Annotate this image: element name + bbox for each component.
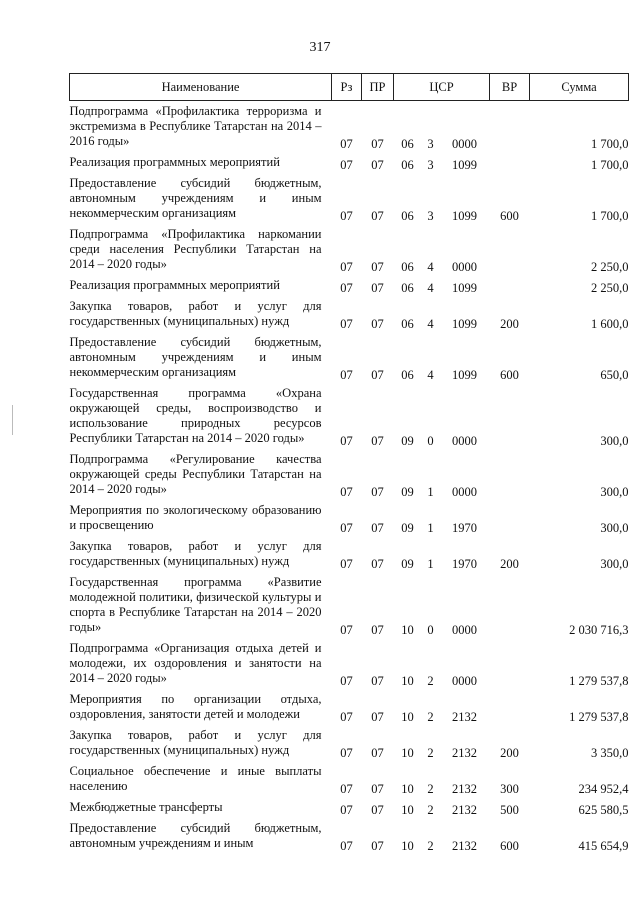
cell-name: Социальное обеспечение и иные выплаты населению xyxy=(69,764,322,793)
cell-csr-program: 10 xyxy=(401,710,414,724)
cell-vr xyxy=(490,383,530,449)
table-row xyxy=(70,638,629,689)
cell-csr-item: 1099 xyxy=(452,209,477,223)
cell-csr-program: 06 xyxy=(401,209,414,223)
header-csr: ЦСР xyxy=(394,74,490,101)
table-row xyxy=(70,275,629,296)
table-row xyxy=(70,761,629,797)
cell-csr-subprogram: 0 xyxy=(427,434,434,448)
cell-rz: 07 xyxy=(340,710,353,724)
cell-name: Закупка товаров, работ и услуг для государственных (муниципальных) нужд xyxy=(69,299,322,328)
cell-pr: 07 xyxy=(371,260,384,274)
cell-csr-subprogram: 1 xyxy=(427,485,434,499)
cell-csr-item: 2132 xyxy=(452,839,477,853)
cell-csr-item: 0000 xyxy=(452,623,477,637)
cell-rz: 07 xyxy=(340,674,353,688)
cell-sum: 650,0 xyxy=(600,368,629,382)
cell-rz: 07 xyxy=(340,434,353,448)
cell-name: Подпрограмма «Организация отдыха детей и молодежи, их оздоровления и занятости на 2014 – 2020 годы» xyxy=(69,641,322,685)
cell-pr: 07 xyxy=(371,485,384,499)
cell-pr: 07 xyxy=(371,209,384,223)
cell-rz: 07 xyxy=(340,839,353,853)
cell-rz: 07 xyxy=(340,137,353,151)
cell-vr xyxy=(490,152,530,173)
cell-vr: 600 xyxy=(500,209,519,223)
cell-rz: 07 xyxy=(340,158,353,172)
cell-csr-program: 10 xyxy=(401,623,414,637)
table-row xyxy=(70,224,629,275)
cell-rz: 07 xyxy=(340,623,353,637)
cell-csr-subprogram: 2 xyxy=(427,674,434,688)
cell-vr: 300 xyxy=(500,782,519,796)
cell-vr: 200 xyxy=(500,746,519,760)
cell-csr-program: 10 xyxy=(401,782,414,796)
cell-sum: 1 600,0 xyxy=(591,317,629,331)
table-body xyxy=(70,101,629,855)
cell-sum: 300,0 xyxy=(600,434,629,448)
cell-csr-item: 1099 xyxy=(452,158,477,172)
cell-csr-subprogram: 2 xyxy=(427,839,434,853)
header-name: Наименование xyxy=(70,74,332,101)
table-row xyxy=(70,725,629,761)
cell-csr-item: 1099 xyxy=(452,368,477,382)
cell-csr-program: 10 xyxy=(401,803,414,817)
cell-csr-program: 06 xyxy=(401,281,414,295)
cell-pr: 07 xyxy=(371,434,384,448)
cell-rz: 07 xyxy=(340,368,353,382)
cell-vr xyxy=(490,224,530,275)
cell-csr-program: 09 xyxy=(401,557,414,571)
table-row xyxy=(70,296,629,332)
cell-name: Подпрограмма «Профилактика наркомании среди населения Республики Татарстан на 2014 – 2020 годы» xyxy=(69,227,322,271)
cell-pr: 07 xyxy=(371,782,384,796)
budget-table xyxy=(69,73,629,854)
cell-name: Предоставление субсидий бюджетным, автономным учреждениям и иным некоммерческим организациям xyxy=(69,176,322,220)
cell-csr-item: 0000 xyxy=(452,674,477,688)
cell-rz: 07 xyxy=(340,317,353,331)
cell-vr xyxy=(490,638,530,689)
cell-csr-program: 09 xyxy=(401,521,414,535)
cell-sum: 2 250,0 xyxy=(591,260,629,274)
cell-csr-subprogram: 0 xyxy=(427,623,434,637)
header-pr: ПР xyxy=(362,74,394,101)
cell-pr: 07 xyxy=(371,803,384,817)
header-sum: Сумма xyxy=(530,74,629,101)
cell-vr xyxy=(490,572,530,638)
table-row xyxy=(70,383,629,449)
cell-pr: 07 xyxy=(371,368,384,382)
cell-rz: 07 xyxy=(340,485,353,499)
cell-pr: 07 xyxy=(371,521,384,535)
cell-csr-subprogram: 3 xyxy=(427,209,434,223)
cell-rz: 07 xyxy=(340,746,353,760)
cell-csr-item: 2132 xyxy=(452,710,477,724)
table-row xyxy=(70,449,629,500)
cell-csr-program: 06 xyxy=(401,137,414,151)
cell-pr: 07 xyxy=(371,281,384,295)
cell-vr: 200 xyxy=(500,317,519,331)
margin-mark xyxy=(12,405,13,435)
cell-csr-subprogram: 2 xyxy=(427,803,434,817)
cell-sum: 3 350,0 xyxy=(591,746,629,760)
cell-name: Подпрограмма «Регулирование качества окружающей среды Республики Татарстан на 2014 – 2020 годы» xyxy=(69,452,322,496)
page-number: 317 xyxy=(309,40,331,55)
cell-sum: 300,0 xyxy=(600,521,629,535)
table-row xyxy=(70,152,629,173)
cell-csr-subprogram: 2 xyxy=(427,782,434,796)
cell-vr xyxy=(490,500,530,536)
cell-csr-subprogram: 2 xyxy=(427,710,434,724)
cell-sum: 300,0 xyxy=(600,485,629,499)
cell-pr: 07 xyxy=(371,557,384,571)
cell-csr-item: 0000 xyxy=(452,260,477,274)
cell-csr-subprogram: 4 xyxy=(427,260,434,274)
cell-name: Межбюджетные трансферты xyxy=(69,800,223,814)
cell-vr xyxy=(490,101,530,153)
cell-vr: 600 xyxy=(500,368,519,382)
cell-sum: 300,0 xyxy=(600,557,629,571)
cell-csr-program: 06 xyxy=(401,317,414,331)
cell-csr-program: 10 xyxy=(401,839,414,853)
cell-rz: 07 xyxy=(340,281,353,295)
cell-vr: 600 xyxy=(500,839,519,853)
table-row xyxy=(70,818,629,854)
cell-csr-subprogram: 4 xyxy=(427,317,434,331)
cell-csr-subprogram: 1 xyxy=(427,521,434,535)
cell-csr-subprogram: 2 xyxy=(427,746,434,760)
cell-csr-subprogram: 1 xyxy=(427,557,434,571)
cell-csr-item: 2132 xyxy=(452,803,477,817)
cell-vr xyxy=(490,275,530,296)
cell-csr-item: 2132 xyxy=(452,746,477,760)
cell-csr-item: 2132 xyxy=(452,782,477,796)
table-row xyxy=(70,173,629,224)
table-row xyxy=(70,500,629,536)
cell-csr-item: 0000 xyxy=(452,137,477,151)
cell-sum: 234 952,4 xyxy=(578,782,629,796)
cell-name: Реализация программных мероприятий xyxy=(69,278,280,292)
header-vr: ВР xyxy=(490,74,530,101)
cell-sum: 1 279 537,8 xyxy=(569,674,629,688)
table-row xyxy=(70,572,629,638)
cell-csr-item: 1099 xyxy=(452,281,477,295)
cell-sum: 2 030 716,3 xyxy=(569,623,629,637)
cell-name: Предоставление субсидий бюджетным, автономным учреждениям и иным некоммерческим организациям xyxy=(69,335,322,379)
cell-csr-item: 0000 xyxy=(452,434,477,448)
cell-csr-subprogram: 3 xyxy=(427,137,434,151)
cell-vr: 500 xyxy=(500,803,519,817)
cell-rz: 07 xyxy=(340,209,353,223)
cell-pr: 07 xyxy=(371,710,384,724)
cell-csr-item: 1970 xyxy=(452,557,477,571)
cell-pr: 07 xyxy=(371,137,384,151)
cell-csr-subprogram: 4 xyxy=(427,281,434,295)
cell-pr: 07 xyxy=(371,317,384,331)
cell-vr xyxy=(490,449,530,500)
cell-sum: 1 700,0 xyxy=(591,209,629,223)
cell-rz: 07 xyxy=(340,803,353,817)
table-header-row xyxy=(70,74,629,101)
table-row xyxy=(70,101,629,153)
cell-csr-program: 09 xyxy=(401,434,414,448)
table-row xyxy=(70,332,629,383)
cell-name: Закупка товаров, работ и услуг для государственных (муниципальных) нужд xyxy=(69,539,322,568)
cell-name: Государственная программа «Развитие молодежной политики, физической культуры и спорта в Республике Татарстан на 2014 – 2020 годы» xyxy=(69,575,322,634)
table-row xyxy=(70,797,629,818)
cell-sum: 415 654,9 xyxy=(578,839,629,853)
cell-rz: 07 xyxy=(340,521,353,535)
cell-sum: 625 580,5 xyxy=(578,803,629,817)
cell-rz: 07 xyxy=(340,557,353,571)
cell-pr: 07 xyxy=(371,746,384,760)
cell-pr: 07 xyxy=(371,839,384,853)
cell-name: Мероприятия по организации отдыха, оздоровления, занятости детей и молодежи xyxy=(69,692,322,721)
table-row xyxy=(70,689,629,725)
cell-csr-program: 06 xyxy=(401,158,414,172)
cell-name: Реализация программных мероприятий xyxy=(69,155,280,169)
cell-csr-program: 10 xyxy=(401,674,414,688)
cell-csr-item: 1099 xyxy=(452,317,477,331)
cell-name: Закупка товаров, работ и услуг для государственных (муниципальных) нужд xyxy=(69,728,322,757)
table-row xyxy=(70,536,629,572)
cell-name: Подпрограмма «Профилактика терроризма и экстремизма в Республике Татарстан на 2014 – 2016 годы» xyxy=(69,104,322,148)
cell-csr-subprogram: 3 xyxy=(427,158,434,172)
cell-pr: 07 xyxy=(371,158,384,172)
cell-name: Государственная программа «Охрана окружающей среды, воспроизводство и использование природных ресурсов Республики Татарстан на 2014 – 2020 годы» xyxy=(69,386,322,445)
cell-pr: 07 xyxy=(371,674,384,688)
cell-pr: 07 xyxy=(371,623,384,637)
cell-sum: 1 700,0 xyxy=(591,137,629,151)
header-rz: Рз xyxy=(332,74,362,101)
cell-csr-program: 10 xyxy=(401,746,414,760)
cell-sum: 2 250,0 xyxy=(591,281,629,295)
cell-sum: 1 279 537,8 xyxy=(569,710,629,724)
cell-csr-program: 06 xyxy=(401,368,414,382)
cell-rz: 07 xyxy=(340,782,353,796)
cell-rz: 07 xyxy=(340,260,353,274)
cell-csr-item: 1970 xyxy=(452,521,477,535)
cell-csr-item: 0000 xyxy=(452,485,477,499)
cell-csr-subprogram: 4 xyxy=(427,368,434,382)
cell-sum: 1 700,0 xyxy=(591,158,629,172)
cell-csr-program: 09 xyxy=(401,485,414,499)
cell-name: Мероприятия по экологическому образованию и просвещению xyxy=(69,503,322,532)
cell-vr xyxy=(490,689,530,725)
cell-name: Предоставление субсидий бюджетным, автономным учреждениям и иным xyxy=(69,821,322,850)
cell-vr: 200 xyxy=(500,557,519,571)
cell-csr-program: 06 xyxy=(401,260,414,274)
